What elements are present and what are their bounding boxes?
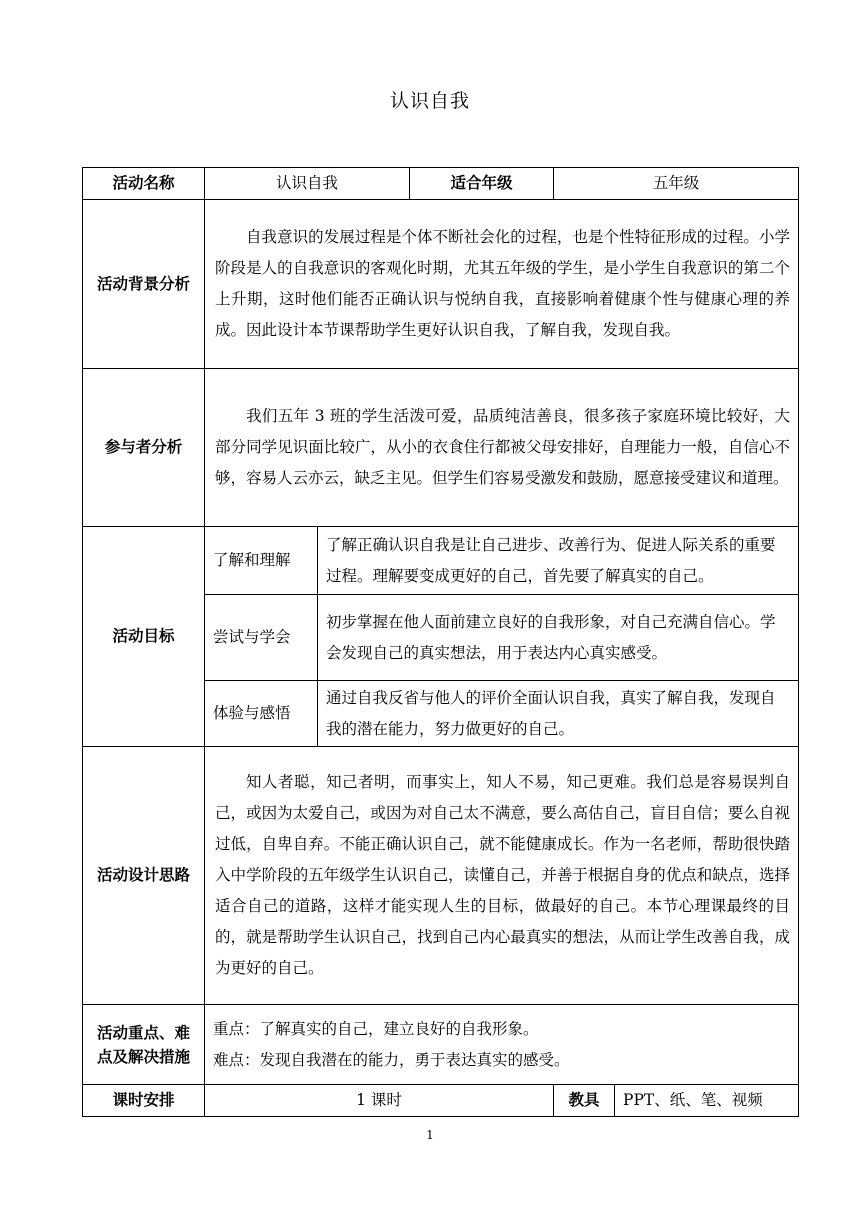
activity-name-value: 认识自我	[205, 168, 410, 200]
background-label: 活动背景分析	[83, 200, 205, 369]
row-goal-1	[83, 527, 799, 595]
document-title: 认识自我	[389, 90, 470, 112]
row-schedule	[83, 1085, 799, 1117]
participants-label: 参与者分析	[83, 369, 205, 527]
row-participants	[83, 369, 799, 527]
row-background	[83, 200, 799, 369]
focus-text	[205, 1005, 799, 1085]
participants-text: 我们五年 3 班的学生活泼可爱，品质纯洁善良，很多孩子家庭环境比较好，大部分同学见识面比较广，从小的衣食住行都被父母安排好，自理能力一般，自信心不够，容易人云亦云，缺乏主见。但学生们容易受激发和鼓励，愿意接受建议和道理。	[205, 369, 799, 527]
tools-label: 教具	[554, 1085, 615, 1117]
grade-value: 五年级	[554, 168, 799, 200]
schedule-label: 课时安排	[83, 1085, 205, 1117]
grade-label: 适合年级	[410, 168, 554, 200]
goal-label-experience: 体验与感悟	[205, 681, 318, 747]
goals-label: 活动目标	[83, 527, 205, 747]
focus-label	[83, 1005, 205, 1085]
focus-difficult-point: 难点：发现自我潜在的能力，勇于表达真实的感受。	[213, 1050, 570, 1069]
goal-label-try: 尝试与学会	[205, 595, 318, 681]
row-design	[83, 747, 799, 1005]
focus-label-line1: 活动重点、难	[96, 1023, 190, 1042]
activity-plan-table	[82, 167, 799, 1117]
background-text: 自我意识的发展过程是个体不断社会化的过程，也是个性特征形成的过程。小学阶段是人的自我意识的客观化时期，尤其五年级的学生，是小学生自我意识的第二个上升期，这时他们能否正确认识与悦纳自我，直接影响着健康个性与健康心理的养成。因此设计本节课帮助学生更好认识自我，了解自我，发现自我。	[205, 200, 799, 369]
goal-text-understand: 了解正确认识自我是让自己进步、改善行为、促进人际关系的重要过程。理解要变成更好的自己，首先要了解真实的自己。	[318, 527, 799, 595]
design-label: 活动设计思路	[83, 747, 205, 1005]
focus-label-line2: 点及解决措施	[96, 1047, 190, 1066]
goal-text-try: 初步掌握在他人面前建立良好的自我形象，对自己充满自信心。学会发现自己的真实想法，用于表达内心真实感受。	[318, 595, 799, 681]
goal-text-experience: 通过自我反省与他人的评价全面认识自我，真实了解自我，发现自我的潜在能力，努力做更好的自己。	[318, 681, 799, 747]
activity-name-label: 活动名称	[83, 168, 205, 200]
row-activity-name	[83, 168, 799, 200]
design-text: 知人者聪，知己者明，而事实上，知人不易，知己更难。我们总是容易误判自己，或因为太爱自己，或因为对自己太不满意，要么高估自己，盲目自信；要么自视过低，自卑自弃。不能正确认识自己，就不能健康成长。作为一名老师，帮助很快踏入中学阶段的五年级学生认识自己，读懂自己，并善于根据自身的优点和缺点，选择适合自己的道路，这样才能实现人生的目标，做最好的自己。本节心理课最终的目的，就是帮助学生认识自己，找到自己内心最真实的想法，从而让学生改善自我，成为更好的自己。	[205, 747, 799, 1005]
goal-label-understand: 了解和理解	[205, 527, 318, 595]
schedule-value: 1 课时	[205, 1085, 554, 1117]
page-number: 1	[426, 1128, 434, 1142]
tools-value: PPT、纸、笔、视频	[615, 1085, 799, 1117]
row-focus	[83, 1005, 799, 1085]
focus-key-point: 重点：了解真实的自己，建立良好的自我形象。	[213, 1019, 539, 1038]
